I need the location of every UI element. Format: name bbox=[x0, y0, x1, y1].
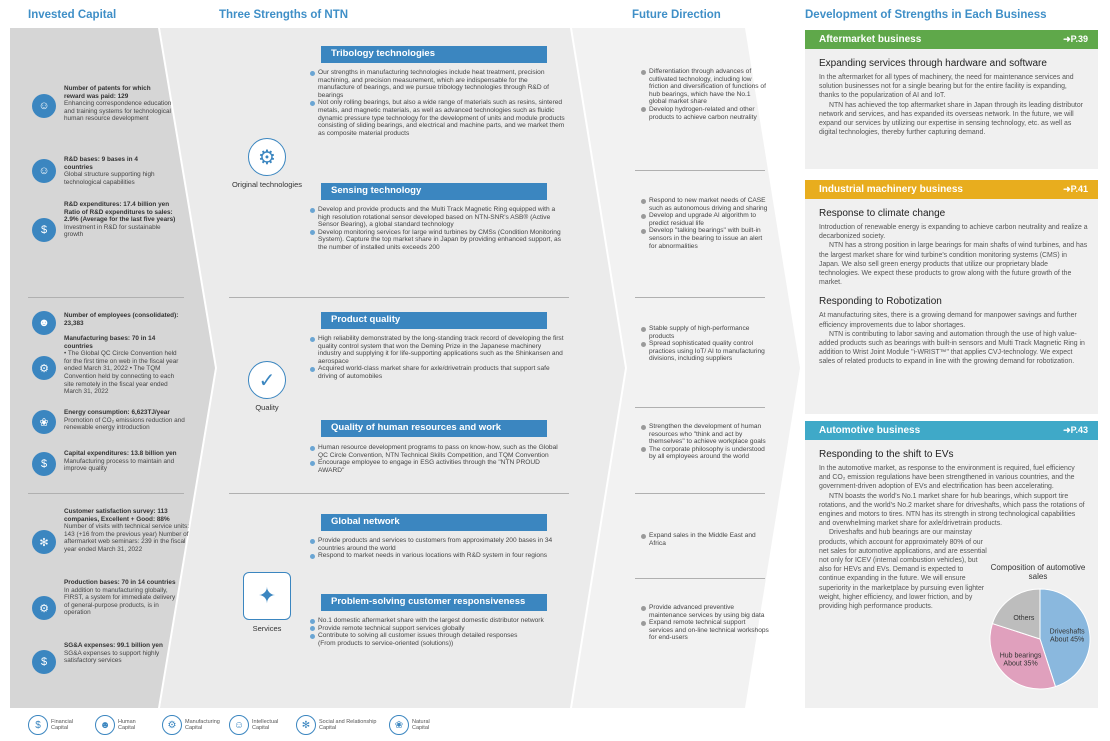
header-future-direction: Future Direction bbox=[632, 9, 721, 21]
future-item: Stable supply of high-performance products bbox=[641, 325, 769, 340]
bullet: Human resource development programs to pass on know-how, such as the Global QC Circle Convention, NTN Technical Skills Competition, and TQM Convention bbox=[310, 444, 566, 459]
divider bbox=[635, 578, 765, 579]
future-item: Differentiation through advances of cultivated technology, including low friction and diversification of functions of hub bearings, which have the No.1 global market share bbox=[641, 68, 769, 106]
capital-capex-title: Capital expenditures: 13.8 billion yen bbox=[64, 450, 177, 457]
section-tribology: Tribology technologies bbox=[321, 46, 547, 63]
bullet: Respond to market needs in various locations with R&D system in four regions bbox=[310, 552, 566, 560]
social-relationship-capital-icon: ✻ bbox=[296, 715, 316, 735]
capital-patents-desc: Enhancing correspondence education and training systems for technological human resource development bbox=[64, 100, 172, 123]
bullet: Encourage employee to engage in ESG activities through the "NTN PROUD AWARD" bbox=[310, 459, 566, 474]
manufacturing-capital-icon: ⚙ bbox=[32, 596, 56, 620]
business-paragraph: In the automotive market, as response to the environment is required, fuel efficiency and CO₂ emission regulations have been strengthened in various countries, and the government-driven adoption of EVs and electrification has been accelerating. bbox=[819, 465, 1075, 491]
capital-employees bbox=[64, 312, 190, 327]
human-capital-icon: ☻ bbox=[32, 311, 56, 335]
future-sensing bbox=[641, 197, 769, 250]
section-sensing: Sensing technology bbox=[321, 183, 547, 200]
section-product-quality: Product quality bbox=[321, 312, 547, 329]
strength-quality bbox=[229, 361, 305, 412]
future-customer bbox=[641, 604, 769, 642]
financial-capital-icon: $ bbox=[32, 650, 56, 674]
capital-customer-satisfaction-desc: Number of visits with technical service units: 143 (+16 from the previous year) Number of aftermarket web seminars: 239 in the fiscal year ended March 31, 2022 bbox=[64, 523, 190, 553]
business-title: Aftermarket business bbox=[819, 34, 922, 45]
capital-manufacturing-bases-desc: • The Global QC Circle Convention held for the first time on web in the fiscal year ended March 31, 2022 • The TQM Convention held by connecting to each site remotely in the fiscal year ended March 31, 2022 bbox=[64, 350, 179, 396]
bullet: Not only rolling bearings, but also a wide range of materials such as resins, sintered metals, and magnetic materials, as well as advanced technologies such as fluidic dynamic pressure type technology for the development of units and module products consisting of sliding bearings, and electrical and machine parts, and we market them as composite material products bbox=[310, 99, 566, 137]
capital-rd-expenditures bbox=[64, 201, 180, 239]
manufacturing-capital-icon: ⚙ bbox=[32, 356, 56, 380]
pie-label: Driveshafts bbox=[1049, 628, 1085, 636]
business-title: Industrial machinery business bbox=[819, 184, 963, 195]
legend-label: Manufacturing Capital bbox=[185, 719, 220, 731]
header-invested-capital: Invested Capital bbox=[28, 9, 117, 21]
manufacturing-capital-icon: ⚙ bbox=[162, 715, 182, 735]
bullet: High reliability demonstrated by the long-standing track record of developing the first quality control system that won the Deming Prize in the Japanese machinery industry and supplying it for life-supporting applications such as the Shinkansen and aerospace bbox=[310, 335, 566, 365]
pie-label: Others bbox=[1013, 614, 1035, 622]
divider bbox=[28, 493, 184, 494]
capital-production-bases-desc: In addition to manufacturing globally, FIRST, a system for immediate delivery of general-purpose products, is in operation bbox=[64, 586, 176, 617]
bullet: Develop monitoring services for large wind turbines by CMSs (Condition Monitoring System). Capture the top market share in Japan by providing enhanced support, as the number of installed units exceeds 200 bbox=[310, 229, 566, 252]
automotive-sales-pie-chart bbox=[988, 587, 1092, 691]
future-item: Respond to new market needs of CASE such as autonomous driving and sharing bbox=[641, 197, 769, 212]
business-aftermarket-bar bbox=[805, 30, 1098, 49]
strength-services bbox=[229, 572, 305, 633]
bullet: Acquired world-class market share for axle/drivetrain products that support safe driving of automobiles bbox=[310, 365, 566, 380]
natural-capital-icon: ❀ bbox=[389, 715, 409, 735]
capital-capex bbox=[64, 450, 186, 473]
natural-capital-icon: ❀ bbox=[32, 410, 56, 434]
capital-manufacturing-bases bbox=[64, 335, 182, 396]
capital-customer-satisfaction-title: Customer satisfaction survey: 113 companies, Excellent + Good: 88% bbox=[64, 508, 170, 523]
business-heading: Responding to Robotization bbox=[819, 296, 942, 308]
capital-manufacturing-bases-title: Manufacturing bases: 70 in 14 countries bbox=[64, 335, 156, 350]
divider bbox=[635, 493, 765, 494]
header-development: Development of Strengths in Each Business bbox=[805, 9, 1047, 21]
business-paragraph: NTN boasts the world's No.1 market share for hub bearings, which support tire rotations, and the world's No.2 market share for driveshafts, which pass the rotations of engines and motors to tires. NTN has its strength in strong technological capabilities and overwhelming market share for axle/drivetrain products. bbox=[819, 492, 1085, 528]
pie-label: About 45% bbox=[1050, 636, 1085, 644]
capital-energy bbox=[64, 409, 186, 432]
business-paragraph: NTN has achieved the top aftermarket share in Japan through its leading distributor network and services, and has expanded its overseas network. In the future, we will expand our services by utilizing our expertise in sensing technology, etc. as well as digital technologies, thereby further capturing demand. bbox=[819, 101, 1083, 137]
strength-label: Services bbox=[252, 624, 282, 633]
page-ref-link[interactable]: ➜P.39 bbox=[1063, 34, 1088, 44]
future-item: Strengthen the development of human resources who "think and act by themselves" to achieve workplace goals bbox=[641, 423, 769, 446]
legend-label: Human Capital bbox=[118, 719, 136, 731]
legend-item bbox=[28, 715, 85, 735]
legend-label: Financial Capital bbox=[51, 719, 74, 731]
future-global-network bbox=[641, 532, 769, 547]
legend-item bbox=[162, 715, 219, 735]
bullet: Our strengths in manufacturing technologies include heat treatment, precision machining, and precision measurement, which are indispensable for the manufacture of bearings, and we pursue tribology technologies through R&D of bearings bbox=[310, 69, 566, 99]
future-item: Develop hydrogen-related and other products to achieve carbon neutrality bbox=[641, 106, 769, 121]
financial-capital-icon: $ bbox=[28, 715, 48, 735]
capital-sga-desc: SG&A expenses to support highly satisfactory services bbox=[64, 649, 160, 665]
business-heading: Response to climate change bbox=[819, 208, 946, 219]
future-human-resources bbox=[641, 423, 769, 461]
capital-capex-desc: Manufacturing process to maintain and improve quality bbox=[64, 457, 175, 473]
page-ref-link[interactable]: ➜P.43 bbox=[1063, 425, 1088, 435]
intellectual-capital-icon: ☺ bbox=[32, 159, 56, 183]
business-heading: Expanding services through hardware and software bbox=[819, 58, 1047, 69]
bullet-sub: (From products to service-oriented (solutions)) bbox=[318, 639, 454, 647]
capital-rd-bases-desc: Global structure supporting high technological capabilities bbox=[64, 171, 155, 186]
legend-item bbox=[389, 715, 446, 735]
capital-production-bases bbox=[64, 579, 176, 617]
future-item: Provide advanced preventive maintenance services by using big data bbox=[641, 604, 769, 619]
intellectual-capital-icon: ☺ bbox=[229, 715, 249, 735]
quality-badge-icon: ✓ bbox=[248, 361, 286, 399]
capital-sga bbox=[64, 642, 164, 665]
human-capital-icon: ☻ bbox=[95, 715, 115, 735]
business-automotive bbox=[805, 421, 1098, 708]
financial-capital-icon: $ bbox=[32, 218, 56, 242]
capital-employees-title: Number of employees (consolidated): 23,383 bbox=[64, 312, 179, 327]
pie-label: Hub bearings bbox=[999, 652, 1042, 660]
section-human-resources: Quality of human resources and work bbox=[321, 420, 547, 437]
puzzle-icon: ✦ bbox=[243, 572, 291, 620]
strength-label: Original technologies bbox=[231, 180, 303, 189]
bullet: No.1 domestic aftermarket share with the largest domestic distributor network bbox=[310, 617, 566, 625]
capital-rd-expenditures-title: R&D expenditures: 17.4 billion yen Ratio of R&D expenditures to sales: 2.9% (Average for the last five years) bbox=[64, 201, 176, 224]
social-relationship-capital-icon: ✻ bbox=[32, 530, 56, 554]
business-heading: Responding to the shift to EVs bbox=[819, 449, 954, 460]
business-paragraph: NTN is contributing to labor saving and automation through the use of high value-added products such as bearings with built-in sensors and Multi Track Magnetic Ring in addition to Wrist Joint Module "i-WRIST™" that applies CVJ-technology. We expect sales of related products to expand in line with the growing demand for robotization. bbox=[819, 330, 1085, 366]
capital-customer-satisfaction bbox=[64, 508, 192, 554]
business-paragraph: Driveshafts and hub bearings are our mainstay products, which account for approximately 80% of our net sales for automotive applications, and are essential not only for ICEV (internal combustion vehicles), but also for HEVs and EVs. Demand is expected to continue expanding in the future. We will ensure superiority in the marketplace by pursuing even lighter weight, higher efficiency, and lower friction, and by providing high performance products. bbox=[819, 529, 987, 611]
intellectual-capital-icon: ☺ bbox=[32, 94, 56, 118]
future-item: Develop "talking bearings" with built-in sensors in the bearing to issue an alert for abnormalities bbox=[641, 227, 769, 250]
capital-energy-title: Energy consumption: 6,623TJ/year bbox=[64, 409, 170, 416]
bullet: Provide remote technical support services globally bbox=[310, 625, 566, 633]
future-item: Develop and upgrade AI algorithm to predict residual life bbox=[641, 212, 769, 227]
bullet: Contribute to solving all customer issues through detailed responses bbox=[310, 632, 566, 640]
legend-label: Social and Relationship Capital bbox=[319, 719, 377, 731]
capital-rd-bases bbox=[64, 156, 159, 186]
bullet: Develop and provide products and the Multi Track Magnetic Ring equipped with a high resolution rotational sensor developed based on NTN-SNR's ASB® (Active Sensor Bearing), a global standard technology bbox=[310, 206, 566, 229]
legend-label: Natural Capital bbox=[412, 719, 430, 731]
strengths-panel bbox=[10, 28, 800, 708]
business-automotive-bar bbox=[805, 421, 1098, 440]
business-industrial bbox=[805, 180, 1098, 414]
capital-patents-title: Number of patents for which reward was paid: 129 bbox=[64, 85, 151, 100]
capital-rd-expenditures-desc: Investment in R&D for sustainable growth bbox=[64, 223, 161, 239]
sensing-bullets bbox=[310, 206, 566, 252]
capital-production-bases-title: Production bases: 70 in 14 countries bbox=[64, 579, 176, 586]
divider bbox=[229, 297, 569, 298]
future-product-quality bbox=[641, 325, 769, 363]
gears-icon: ⚙ bbox=[248, 138, 286, 176]
capital-energy-desc: Promotion of CO₂ emissions reduction and renewable energy introduction bbox=[64, 416, 185, 432]
legend-item bbox=[296, 715, 379, 735]
business-title: Automotive business bbox=[819, 425, 921, 436]
strength-original-technologies bbox=[229, 138, 305, 189]
legend-item bbox=[229, 715, 286, 735]
future-item: Expand sales in the Middle East and Africa bbox=[641, 532, 769, 547]
business-paragraph: In the aftermarket for all types of machinery, the need for maintenance services and solution businesses not for a single bearing but for the entire facility is expanding, thanks to the popularization of AI and IoT. bbox=[819, 74, 1074, 100]
bullet: Provide products and services to customers from approximately 200 bases in 34 countries around the world bbox=[310, 537, 566, 552]
pie-label: About 35% bbox=[1003, 660, 1038, 668]
section-customer-responsiveness: Problem-solving customer responsiveness bbox=[321, 594, 547, 611]
divider bbox=[635, 407, 765, 408]
page-ref-link[interactable]: ➜P.41 bbox=[1063, 184, 1088, 194]
global-network-bullets bbox=[310, 537, 566, 560]
future-tribology bbox=[641, 68, 769, 121]
product-quality-bullets bbox=[310, 335, 566, 381]
business-paragraph: Introduction of renewable energy is expanding to achieve carbon neutrality and realize a decarbonized society. bbox=[819, 224, 1088, 241]
future-item: The corporate philosophy is understood by all employees around the world bbox=[641, 446, 769, 461]
divider bbox=[635, 297, 765, 298]
header-three-strengths: Three Strengths of NTN bbox=[219, 9, 349, 21]
capital-patents bbox=[64, 85, 172, 123]
tribology-bullets bbox=[310, 69, 566, 137]
capital-rd-bases-title: R&D bases: 9 bases in 4 countries bbox=[64, 156, 138, 171]
customer-responsiveness-bullets bbox=[310, 617, 566, 647]
legend-label: Intellectual Capital bbox=[252, 719, 279, 731]
future-item: Spread sophisticated quality control practices using IoT/ AI to manufacturing divisions, including suppliers bbox=[641, 340, 769, 363]
legend-item bbox=[95, 715, 152, 735]
capital-legend bbox=[28, 715, 446, 735]
future-item: Expand remote technical support services and on-line technical workshops for end-users bbox=[641, 619, 769, 642]
divider bbox=[28, 297, 184, 298]
pie-chart-title: Composition of automotive sales bbox=[990, 563, 1086, 581]
business-industrial-bar bbox=[805, 180, 1098, 199]
business-paragraph: At manufacturing sites, there is a growing demand for manpower savings and further efficiency improvements due to labor shortages. bbox=[819, 312, 1077, 329]
capital-sga-title: SG&A expenses: 99.1 billion yen bbox=[64, 642, 163, 649]
strength-label: Quality bbox=[255, 403, 279, 412]
human-resources-bullets bbox=[310, 444, 566, 474]
business-paragraph: NTN has a strong position in large bearings for main shafts of wind turbines, and has the largest market share for wind turbine's condition monitoring systems (CMS) in Japan. We also sell green energy products that utilize our proprietary blade technologies. We expect these products to grow along with the future growth of the market. bbox=[819, 242, 1088, 287]
business-aftermarket bbox=[805, 30, 1098, 169]
section-global-network: Global network bbox=[321, 514, 547, 531]
divider bbox=[635, 170, 765, 171]
financial-capital-icon: $ bbox=[32, 452, 56, 476]
divider bbox=[229, 493, 569, 494]
